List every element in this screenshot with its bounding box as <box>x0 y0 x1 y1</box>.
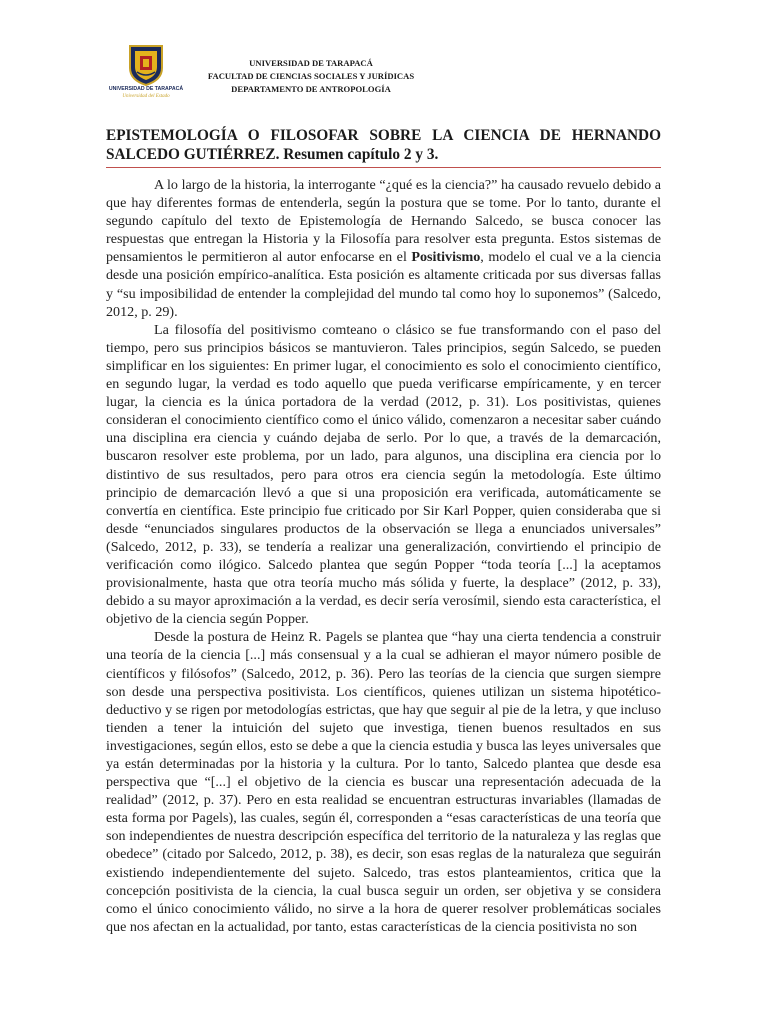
title-subtitle: Resumen capítulo 2 y 3. <box>279 146 439 163</box>
paragraph-2: La filosofía del positivismo comteano o clásico se fue transformando con el paso del tiempo, pero sus principios básicos se mantuvieron. Tales principios, según Salcedo, se pueden simplificar en los siguientes: En primer lugar, el conocimiento es solo el conocimiento científico, en segundo lugar, la verdad es todo aquello que pueda verificarse empíricamente, y en tercer lugar, la ciencia es la única portadora de la verdad (2012, p. 31). Los positivistas, quienes consideran el conocimiento científico como el único válido, comenzaron a necesitar saber cuándo una disciplina era ciencia y cuándo dejaba de serlo. Por lo que, a través de la demarcación, buscaron resolver este problema, por un lado, para algunos, una disciplina era ciencia por lo distintivo de sus resultados, pero para otros era ciencia según la metodología. Este último principio de demarcación llevó a que si una proposición era verificada, automáticamente se convertía en científica. Este principio fue criticado por Sir Karl Popper, quien consideraba que si desde “enunciados singulares productos de la observación se llega a enunciados universales” (Salcedo, 2012, p. 33), se tendería a realizar una generalización, convirtiendo el principio de verificación como ilógico. Salcedo plantea que según Popper “toda teoría [...] la aceptamos provisionalmente, hasta que otra teoría mucho más sólida y fuerte, la desplace” (2012, p. 33), debido a su mayor aproximación a la verdad, es decir sería verosímil, siendo esta característica, el objetivo de la ciencia según Popper. <box>106 321 661 628</box>
paragraph-3: Desde la postura de Heinz R. Pagels se plantea que “hay una cierta tendencia a construir una teoría de la ciencia [...] más consensual y a la cual se adhieran el mayor número posible de científicos y filósofos” (Salcedo, 2012, p. 36). Pero las teorías de la ciencia que surgen siempre son desde una perspectiva positivista. Los científicos, quienes utilizan un sistema hipotético-deductivo y se rigen por metodologías estrictas, que hay que seguir al pie de la letra, y que incluso tienden a tener la intuición del sujeto que investiga, tienen buenos resultados en sus investigaciones, según ellos, esto se debe a que la ciencia estudia y busca las leyes universales que ya están determinadas por la historia y la cultura. Por lo tanto, Salcedo plantea que desde esa perspectiva que “[...] el objetivo de la ciencia es buscar una representación adecuada de la realidad” (2012, p. 37). Pero en esta realidad se encuentran estructuras invariables (llamadas de esta forma por Pagels), las cuales, según él, corresponden a “esas características de una teoría que son independientes de nuestra descripción específica del territorio de la naturaleza y las reglas que obedece” (citado por Salcedo, 2012, p. 38), es decir, son esas reglas de la naturaleza que seguirán existiendo independientemente del sujeto. Salcedo, tras estos planteamientos, critica que la concepción positivista de la ciencia, la cual busca seguir un orden, ser objetiva y se considera como el único conocimiento válido, no sirve a la hora de querer resolver problemáticas sociales que nos afectan en la actualidad, por tanto, estas características de la ciencia positivista no son <box>106 629 661 935</box>
paragraph-1-text-b: , modelo el cual ve a la ciencia desde una posición empírico-analítica. Esta posición es altamente criticada por sus diversas fallas y “su imposibilidad de entender la complejidad del mundo tal como hoy lo suponemos” (Salcedo, 2012, p. 29). <box>106 249 661 320</box>
paragraph-1 <box>106 176 661 321</box>
document-title <box>106 126 661 164</box>
paragraph-1-bold-term: Positivismo <box>411 249 481 266</box>
university-logo <box>106 44 186 106</box>
document-body <box>106 176 661 936</box>
paragraph-1-text-a: A lo largo de la historia, la interrogante “¿qué es la ciencia?” ha causado revuelo debido a que hay diferentes formas de entenderla, según la postura que se tome. Por lo tanto, durante el segundo capítulo del texto de Epistemología de Hernando Salcedo, se busca conocer las respuestas que entregan la Historia y la Filosofía para resolver esta pregunta. Estos sistemas de pensamientos le permitieron al autor enfocarse en el <box>106 177 661 266</box>
institution-block <box>191 57 431 96</box>
title-divider <box>106 167 661 168</box>
logo-text: UNIVERSIDAD DE TARAPACÁ <box>108 86 184 92</box>
department-name: DEPARTAMENTO DE ANTROPOLOGÍA <box>231 84 391 94</box>
university-name: UNIVERSIDAD DE TARAPACÁ <box>249 58 373 68</box>
logo-tagline: Universidad del Estado <box>122 94 170 99</box>
letterhead <box>106 44 526 110</box>
shield-icon <box>126 44 166 86</box>
title-main: EPISTEMOLOGÍA O FILOSOFAR SOBRE LA CIENCIA DE HERNANDO SALCEDO GUTIÉRREZ. <box>106 127 661 163</box>
faculty-name: FACULTAD DE CIENCIAS SOCIALES Y JURÍDICAS <box>207 71 415 81</box>
